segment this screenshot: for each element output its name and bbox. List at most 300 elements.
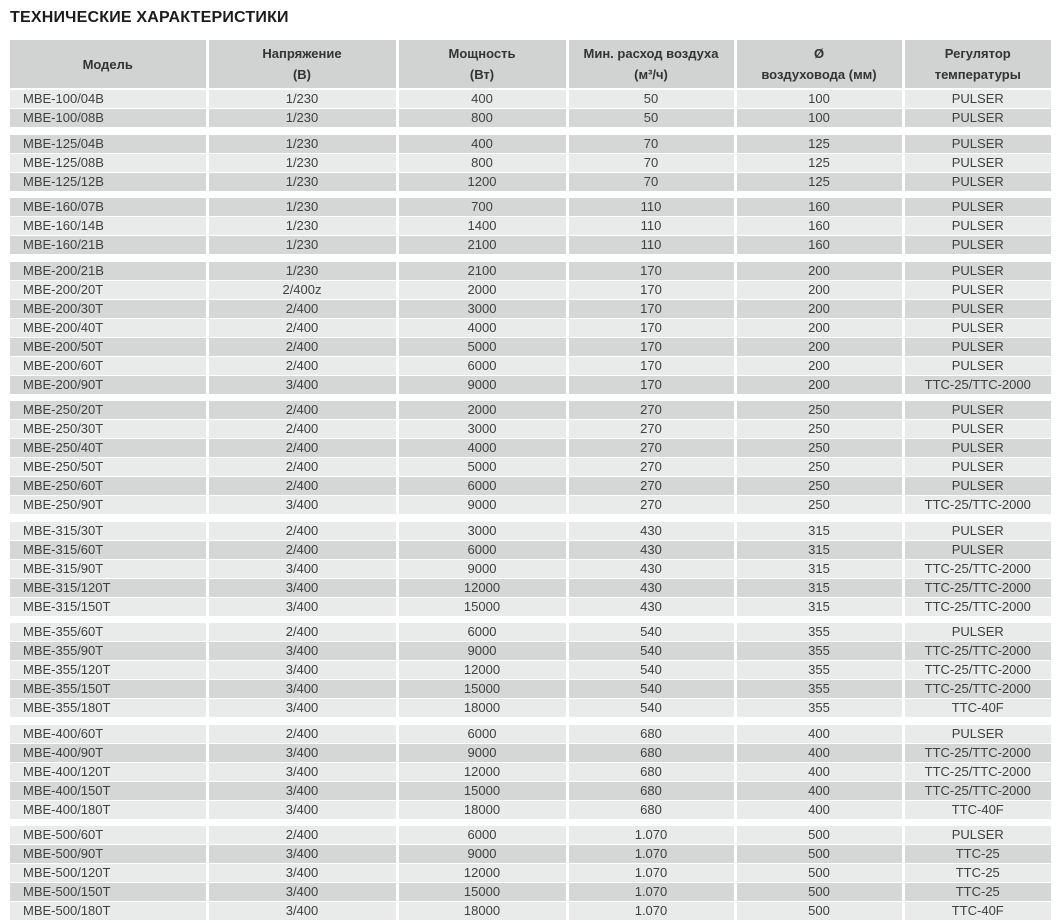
voltage-cell: 2/400 [207,420,397,439]
voltage-cell: 2/400 [207,623,397,642]
power-cell: 800 [397,109,567,128]
model-cell: MBE-355/90T [10,642,207,661]
regulator-cell: PULSER [903,318,1051,337]
power-cell: 9000 [397,642,567,661]
power-cell: 6000 [397,540,567,559]
power-cell: 9000 [397,559,567,578]
regulator-cell: PULSER [903,299,1051,318]
diameter-cell: 500 [735,864,903,883]
table-row [10,477,1051,496]
table-row [10,762,1051,781]
voltage-cell: 3/400 [207,845,397,864]
col-header-power-sub: (Вт) [469,67,495,82]
table-row [10,578,1051,597]
table-row [10,642,1051,661]
table-row [10,299,1051,318]
power-cell: 9000 [397,845,567,864]
power-cell: 15000 [397,883,567,902]
diameter-cell: 125 [735,172,903,191]
table-row [10,89,1051,109]
group-separator [10,819,1051,826]
airflow-cell: 430 [567,597,735,616]
regulator-cell: TTC-25/TTC-2000 [903,680,1051,699]
col-header-regulator-sub: температуры [934,67,1021,82]
diameter-cell: 315 [735,559,903,578]
regulator-cell: PULSER [903,262,1051,281]
model-cell: MBE-200/60T [10,356,207,375]
diameter-cell: 250 [735,458,903,477]
model-cell: MBE-400/180T [10,800,207,819]
airflow-cell: 430 [567,540,735,559]
diameter-cell: 400 [735,725,903,744]
airflow-cell: 430 [567,522,735,541]
voltage-cell: 2/400 [207,337,397,356]
regulator-cell: TTC-25 [903,883,1051,902]
model-cell: MBE-200/30T [10,299,207,318]
airflow-cell: 540 [567,623,735,642]
voltage-cell: 3/400 [207,902,397,921]
group-separator-cell [10,191,1051,198]
power-cell: 15000 [397,597,567,616]
airflow-cell: 1.070 [567,883,735,902]
regulator-cell: TTC-25 [903,864,1051,883]
regulator-cell: PULSER [903,89,1051,109]
regulator-cell: TTC-40F [903,902,1051,921]
model-cell: MBE-100/04B [10,89,207,109]
col-header-power-label: Мощность [448,46,516,61]
voltage-cell: 2/400 [207,299,397,318]
table-row [10,439,1051,458]
table-row [10,198,1051,217]
regulator-cell: TTC-25/TTC-2000 [903,762,1051,781]
diameter-cell: 200 [735,337,903,356]
diameter-cell: 315 [735,522,903,541]
regulator-cell: PULSER [903,826,1051,845]
airflow-cell: 170 [567,262,735,281]
diameter-cell: 250 [735,477,903,496]
airflow-cell: 270 [567,477,735,496]
voltage-cell: 3/400 [207,699,397,718]
model-cell: MBE-355/150T [10,680,207,699]
power-cell: 2100 [397,262,567,281]
power-cell: 2100 [397,236,567,255]
regulator-cell: PULSER [903,439,1051,458]
airflow-cell: 430 [567,578,735,597]
group-separator-cell [10,718,1051,725]
airflow-cell: 680 [567,781,735,800]
airflow-cell: 540 [567,642,735,661]
voltage-cell: 3/400 [207,597,397,616]
model-cell: MBE-125/08B [10,153,207,172]
power-cell: 9000 [397,743,567,762]
power-cell: 5000 [397,458,567,477]
voltage-cell: 2/400 [207,356,397,375]
group-separator-cell [10,819,1051,826]
col-header-airflow [567,40,735,89]
table-row [10,262,1051,281]
model-cell: MBE-200/50T [10,337,207,356]
diameter-cell: 200 [735,318,903,337]
voltage-cell: 1/230 [207,217,397,236]
table-row [10,781,1051,800]
voltage-cell: 3/400 [207,578,397,597]
power-cell: 400 [397,135,567,154]
model-cell: MBE-100/08B [10,109,207,128]
voltage-cell: 3/400 [207,762,397,781]
model-cell: MBE-355/60T [10,623,207,642]
voltage-cell: 3/400 [207,743,397,762]
airflow-cell: 170 [567,337,735,356]
model-cell: MBE-400/90T [10,743,207,762]
model-cell: MBE-250/60T [10,477,207,496]
model-cell: MBE-315/120T [10,578,207,597]
regulator-cell: PULSER [903,109,1051,128]
table-row [10,540,1051,559]
diameter-cell: 315 [735,540,903,559]
regulator-cell: TTC-25/TTC-2000 [903,597,1051,616]
regulator-cell: PULSER [903,337,1051,356]
airflow-cell: 540 [567,699,735,718]
diameter-cell: 160 [735,198,903,217]
voltage-cell: 3/400 [207,864,397,883]
model-cell: MBE-125/04B [10,135,207,154]
airflow-cell: 170 [567,356,735,375]
group-separator [10,515,1051,522]
model-cell: MBE-355/120T [10,661,207,680]
airflow-cell: 1.070 [567,902,735,921]
regulator-cell: TTC-25/TTC-2000 [903,781,1051,800]
airflow-cell: 70 [567,172,735,191]
col-header-diameter-label: Ø [813,46,825,61]
voltage-cell: 3/400 [207,661,397,680]
regulator-cell: PULSER [903,477,1051,496]
regulator-cell: PULSER [903,458,1051,477]
group-separator [10,394,1051,401]
power-cell: 3000 [397,299,567,318]
power-cell: 18000 [397,800,567,819]
table-row [10,623,1051,642]
regulator-cell: PULSER [903,540,1051,559]
voltage-cell: 3/400 [207,559,397,578]
table-row [10,743,1051,762]
regulator-cell: PULSER [903,198,1051,217]
diameter-cell: 500 [735,826,903,845]
model-cell: MBE-200/40T [10,318,207,337]
page-title: ТЕХНИЧЕСКИЕ ХАРАКТЕРИСТИКИ [10,9,289,26]
airflow-cell: 680 [567,743,735,762]
airflow-cell: 170 [567,318,735,337]
regulator-cell: PULSER [903,172,1051,191]
airflow-cell: 680 [567,800,735,819]
power-cell: 9000 [397,496,567,515]
table-row [10,661,1051,680]
model-cell: MBE-400/60T [10,725,207,744]
regulator-cell: PULSER [903,401,1051,420]
model-cell: MBE-400/120T [10,762,207,781]
diameter-cell: 355 [735,623,903,642]
power-cell: 6000 [397,356,567,375]
power-cell: 2000 [397,401,567,420]
model-cell: MBE-125/12B [10,172,207,191]
airflow-cell: 170 [567,375,735,394]
group-separator [10,616,1051,623]
model-cell: MBE-355/180T [10,699,207,718]
group-separator-cell [10,255,1051,262]
airflow-cell: 270 [567,420,735,439]
power-cell: 3000 [397,420,567,439]
table-row [10,496,1051,515]
col-header-voltage [207,40,397,89]
regulator-cell: TTC-25/TTC-2000 [903,661,1051,680]
model-cell: MBE-500/60T [10,826,207,845]
airflow-cell: 680 [567,762,735,781]
airflow-cell: 170 [567,299,735,318]
group-separator [10,191,1051,198]
airflow-cell: 270 [567,496,735,515]
diameter-cell: 400 [735,800,903,819]
power-cell: 3000 [397,522,567,541]
header-row [10,40,1051,89]
power-cell: 5000 [397,337,567,356]
power-cell: 6000 [397,477,567,496]
voltage-cell: 2/400z [207,280,397,299]
power-cell: 1200 [397,172,567,191]
airflow-cell: 50 [567,89,735,109]
diameter-cell: 315 [735,578,903,597]
diameter-cell: 355 [735,680,903,699]
voltage-cell: 1/230 [207,153,397,172]
model-cell: MBE-315/60T [10,540,207,559]
voltage-cell: 2/400 [207,439,397,458]
regulator-cell: PULSER [903,153,1051,172]
group-separator-cell [10,515,1051,522]
table-row [10,420,1051,439]
diameter-cell: 400 [735,781,903,800]
regulator-cell: TTC-25/TTC-2000 [903,496,1051,515]
table-row [10,826,1051,845]
model-cell: MBE-500/180T [10,902,207,921]
voltage-cell: 1/230 [207,89,397,109]
table-row [10,280,1051,299]
table-row [10,864,1051,883]
regulator-cell: TTC-40F [903,699,1051,718]
regulator-cell: PULSER [903,522,1051,541]
table-header [10,40,1051,89]
regulator-cell: TTC-40F [903,800,1051,819]
voltage-cell: 1/230 [207,236,397,255]
power-cell: 4000 [397,439,567,458]
voltage-cell: 3/400 [207,680,397,699]
model-cell: MBE-160/14B [10,217,207,236]
airflow-cell: 430 [567,559,735,578]
table-row [10,845,1051,864]
table-row [10,318,1051,337]
power-cell: 800 [397,153,567,172]
voltage-cell: 1/230 [207,198,397,217]
power-cell: 12000 [397,578,567,597]
diameter-cell: 160 [735,236,903,255]
power-cell: 6000 [397,725,567,744]
voltage-cell: 1/230 [207,172,397,191]
col-header-airflow-label: Мин. расход воздуха [583,46,719,61]
diameter-cell: 500 [735,845,903,864]
diameter-cell: 200 [735,299,903,318]
table-row [10,522,1051,541]
group-separator [10,128,1051,135]
model-cell: MBE-250/20T [10,401,207,420]
model-cell: MBE-250/40T [10,439,207,458]
regulator-cell: TTC-25/TTC-2000 [903,743,1051,762]
table-row [10,109,1051,128]
model-cell: MBE-250/90T [10,496,207,515]
airflow-cell: 270 [567,401,735,420]
voltage-cell: 2/400 [207,458,397,477]
specs-table [10,40,1051,921]
regulator-cell: TTC-25/TTC-2000 [903,578,1051,597]
airflow-cell: 70 [567,135,735,154]
regulator-cell: PULSER [903,217,1051,236]
airflow-cell: 540 [567,680,735,699]
diameter-cell: 500 [735,902,903,921]
voltage-cell: 2/400 [207,540,397,559]
table-row [10,883,1051,902]
power-cell: 12000 [397,762,567,781]
model-cell: MBE-500/120T [10,864,207,883]
col-header-power [397,40,567,89]
diameter-cell: 250 [735,439,903,458]
model-cell: MBE-200/90T [10,375,207,394]
regulator-cell: TTC-25/TTC-2000 [903,375,1051,394]
diameter-cell: 400 [735,762,903,781]
diameter-cell: 355 [735,699,903,718]
col-header-diameter-sub: воздуховода (мм) [761,67,877,82]
diameter-cell: 355 [735,661,903,680]
col-header-diameter [735,40,903,89]
col-header-model-label: Модель [82,56,133,72]
power-cell: 15000 [397,781,567,800]
model-cell: MBE-315/30T [10,522,207,541]
table-row [10,135,1051,154]
voltage-cell: 2/400 [207,826,397,845]
table-body [10,89,1051,921]
airflow-cell: 540 [567,661,735,680]
col-header-voltage-label: Напряжение [262,46,342,61]
power-cell: 12000 [397,661,567,680]
model-cell: MBE-400/150T [10,781,207,800]
table-row [10,458,1051,477]
model-cell: MBE-160/21B [10,236,207,255]
voltage-cell: 3/400 [207,496,397,515]
regulator-cell: TTC-25/TTC-2000 [903,559,1051,578]
power-cell: 700 [397,198,567,217]
table-row [10,699,1051,718]
airflow-cell: 680 [567,725,735,744]
regulator-cell: PULSER [903,725,1051,744]
diameter-cell: 500 [735,883,903,902]
group-separator [10,718,1051,725]
model-cell: MBE-160/07B [10,198,207,217]
airflow-cell: 50 [567,109,735,128]
airflow-cell: 110 [567,236,735,255]
model-cell: MBE-200/21B [10,262,207,281]
regulator-cell: PULSER [903,420,1051,439]
power-cell: 15000 [397,680,567,699]
voltage-cell: 1/230 [207,135,397,154]
group-separator [10,255,1051,262]
voltage-cell: 3/400 [207,883,397,902]
diameter-cell: 200 [735,375,903,394]
model-cell: MBE-250/30T [10,420,207,439]
regulator-cell: PULSER [903,236,1051,255]
voltage-cell: 1/230 [207,109,397,128]
diameter-cell: 250 [735,496,903,515]
airflow-cell: 1.070 [567,845,735,864]
model-cell: MBE-200/20T [10,280,207,299]
diameter-cell: 355 [735,642,903,661]
voltage-cell: 2/400 [207,725,397,744]
diameter-cell: 100 [735,109,903,128]
diameter-cell: 200 [735,262,903,281]
diameter-cell: 250 [735,401,903,420]
table-row [10,172,1051,191]
voltage-cell: 3/400 [207,781,397,800]
model-cell: MBE-500/150T [10,883,207,902]
col-header-regulator-label: Регулятор [944,46,1011,61]
model-cell: MBE-315/150T [10,597,207,616]
col-header-regulator [903,40,1051,89]
regulator-cell: PULSER [903,135,1051,154]
table-row [10,236,1051,255]
table-row [10,902,1051,921]
table-row [10,680,1051,699]
regulator-cell: PULSER [903,623,1051,642]
voltage-cell: 1/230 [207,262,397,281]
airflow-cell: 270 [567,458,735,477]
regulator-cell: PULSER [903,356,1051,375]
power-cell: 12000 [397,864,567,883]
table-row [10,356,1051,375]
table-row [10,401,1051,420]
voltage-cell: 2/400 [207,318,397,337]
table-row [10,725,1051,744]
diameter-cell: 125 [735,153,903,172]
table-row [10,217,1051,236]
diameter-cell: 125 [735,135,903,154]
power-cell: 9000 [397,375,567,394]
model-cell: MBE-250/50T [10,458,207,477]
model-cell: MBE-315/90T [10,559,207,578]
voltage-cell: 2/400 [207,401,397,420]
airflow-cell: 1.070 [567,826,735,845]
power-cell: 4000 [397,318,567,337]
voltage-cell: 2/400 [207,522,397,541]
airflow-cell: 170 [567,280,735,299]
power-cell: 6000 [397,623,567,642]
airflow-cell: 70 [567,153,735,172]
model-cell: MBE-500/90T [10,845,207,864]
airflow-cell: 1.070 [567,864,735,883]
diameter-cell: 200 [735,356,903,375]
power-cell: 400 [397,89,567,109]
table-row [10,597,1051,616]
regulator-cell: TTC-25/TTC-2000 [903,642,1051,661]
diameter-cell: 400 [735,743,903,762]
diameter-cell: 200 [735,280,903,299]
power-cell: 6000 [397,826,567,845]
table-row [10,337,1051,356]
power-cell: 1400 [397,217,567,236]
col-header-airflow-sub: (м³/ч) [634,67,668,82]
